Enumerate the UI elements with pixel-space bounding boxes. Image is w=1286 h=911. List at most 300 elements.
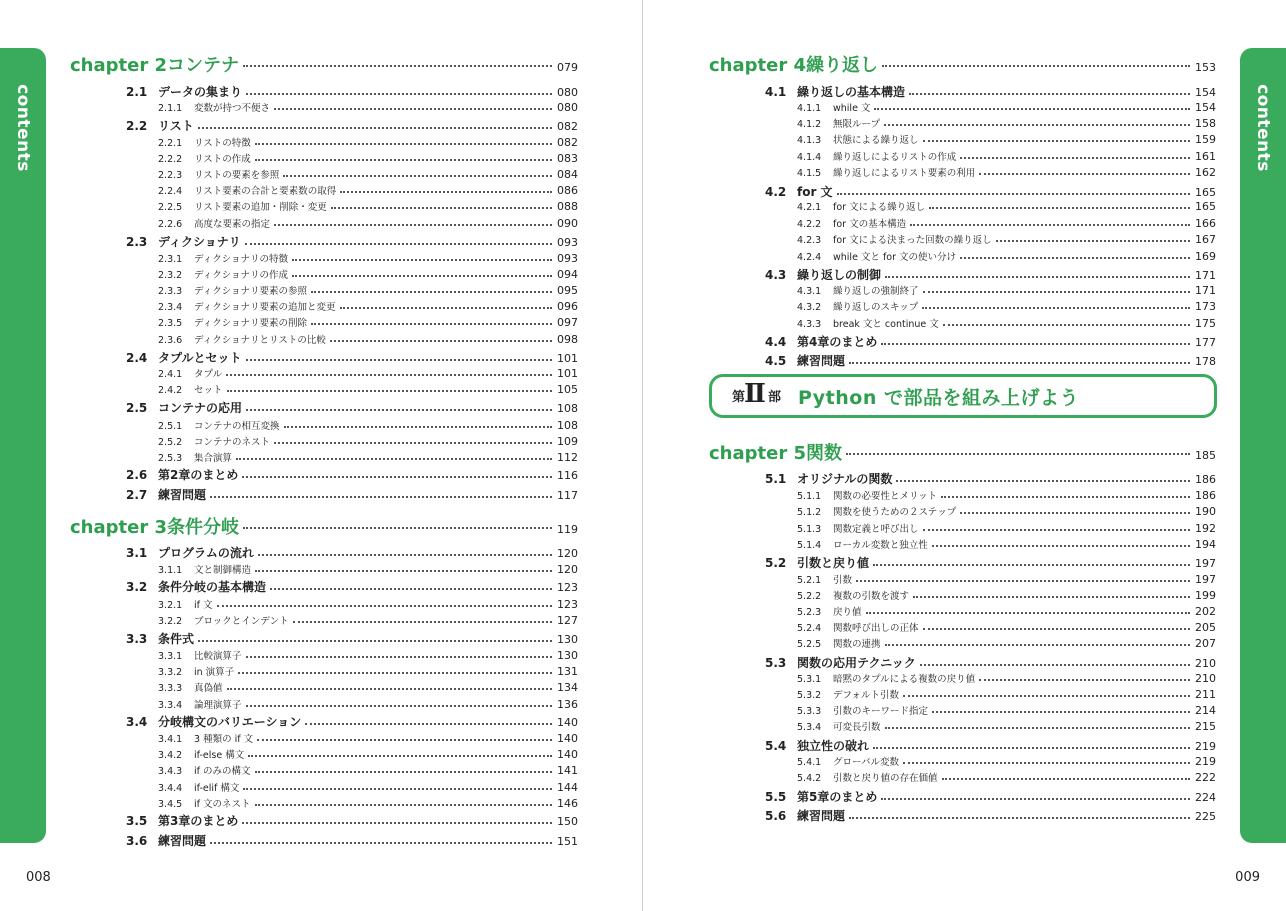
dot-leader xyxy=(255,159,552,161)
toc-entry-page: 131 xyxy=(557,665,578,678)
toc-entry-page: 166 xyxy=(1195,217,1216,230)
toc-entry-page: 082 xyxy=(557,136,578,149)
toc-entry-number: 5.4 xyxy=(765,739,787,753)
toc-entry-number: 5.2.3 xyxy=(797,607,822,618)
toc-sub-row xyxy=(158,562,578,576)
toc-entry-page: 116 xyxy=(557,469,578,482)
toc-entry-title: ディクショナリの作成 xyxy=(194,270,289,281)
toc-sub-row xyxy=(158,613,578,627)
toc-entry-number: 4.5 xyxy=(765,354,787,368)
toc-sub-row xyxy=(158,434,578,448)
contents-tab-right xyxy=(1240,48,1286,843)
toc-entry-title: 繰り返しの強制終了 xyxy=(833,286,919,297)
toc-entry-page: 108 xyxy=(557,402,578,415)
toc-entry-title: 関数定義と呼び出し xyxy=(833,524,919,535)
toc-entry-page: 173 xyxy=(1195,300,1216,313)
toc-entry-title: 関数の連携 xyxy=(833,639,881,650)
toc-entry-title: リストの作成 xyxy=(194,154,251,165)
toc-entry-title: リストの特徴 xyxy=(194,138,251,149)
contents-label: contents xyxy=(1253,84,1273,172)
toc-entry-title: 比較演算子 xyxy=(194,651,242,662)
dot-leader xyxy=(246,359,552,361)
toc-entry-title: 独立性の破れ xyxy=(797,739,870,753)
toc-entry-title: 第5章のまとめ xyxy=(797,790,878,804)
toc-entry-page: 097 xyxy=(557,316,578,329)
toc-entry-page: 130 xyxy=(557,633,578,646)
toc-entry-number: 5.2.2 xyxy=(797,591,822,602)
toc-entry-page: 123 xyxy=(557,581,578,594)
toc-entry-page: 144 xyxy=(557,781,578,794)
toc-entry-title: リストの要素を参照 xyxy=(194,170,280,181)
toc-entry-page: 161 xyxy=(1195,150,1216,163)
toc-entry-page: 211 xyxy=(1195,688,1216,701)
toc-chapter-row xyxy=(709,51,1216,77)
dot-leader xyxy=(330,340,552,342)
toc-sub-row xyxy=(158,332,578,346)
toc-entry-number: 3.4.4 xyxy=(158,783,183,794)
toc-sub-row xyxy=(797,537,1216,551)
toc-entry-title: 分岐構文のバリエーション xyxy=(158,715,302,729)
toc-entry-page: 146 xyxy=(557,797,578,810)
toc-section-row xyxy=(765,333,1216,350)
toc-sub-row xyxy=(158,251,578,265)
toc-section-row xyxy=(126,486,578,503)
toc-entry-title: ブロックとインデント xyxy=(194,616,289,627)
toc-entry-number: 2.1.1 xyxy=(158,103,183,114)
toc-entry-page: 202 xyxy=(1195,605,1216,618)
toc-entry-number: 3.3.3 xyxy=(158,683,183,694)
toc-entry-number: 2.2 xyxy=(126,119,148,133)
toc-entry-page: 117 xyxy=(557,489,578,502)
dot-leader xyxy=(238,672,552,674)
toc-entry-page: 084 xyxy=(557,168,578,181)
toc-entry-number: 2.3.5 xyxy=(158,318,183,329)
dot-leader xyxy=(236,458,552,460)
toc-entry-page: 190 xyxy=(1195,505,1216,518)
toc-entry-title: 条件分岐 xyxy=(167,517,239,538)
toc-sub-row xyxy=(797,588,1216,602)
dot-leader xyxy=(248,755,552,757)
toc-entry-title: 繰り返しの基本構造 xyxy=(797,85,906,99)
toc-entry-page: 079 xyxy=(557,61,578,74)
toc-sub-row xyxy=(797,504,1216,518)
toc-entry-page: 108 xyxy=(557,419,578,432)
page-number-left: 008 xyxy=(26,870,51,885)
toc-entry-page: 219 xyxy=(1195,740,1216,753)
toc-entry-page: 165 xyxy=(1195,186,1216,199)
toc-entry-page: 090 xyxy=(557,217,578,230)
dot-leader xyxy=(243,65,552,67)
dot-leader xyxy=(340,191,552,193)
part-title: Python で部品を組み上げよう xyxy=(798,387,1079,409)
toc-entry-number: 5.3.1 xyxy=(797,674,822,685)
toc-entry-number: 5.2.5 xyxy=(797,639,822,650)
toc-sub-row xyxy=(797,521,1216,535)
toc-entry-number: 2.6 xyxy=(126,468,148,482)
toc-entry-title: if 文 xyxy=(194,600,213,611)
toc-entry-title: 練習問題 xyxy=(797,809,846,823)
dot-leader xyxy=(217,605,552,607)
toc-entry-page: 136 xyxy=(557,698,578,711)
toc-entry-number: 4.3.1 xyxy=(797,286,822,297)
toc-sub-row xyxy=(158,697,578,711)
toc-entry-title: 引数 xyxy=(833,575,853,586)
toc-entry-title: ディクショナリ要素の追加と変更 xyxy=(194,302,336,313)
dot-leader xyxy=(873,747,1190,749)
toc-entry-title: for 文の基本構造 xyxy=(833,219,907,230)
dot-leader xyxy=(210,842,552,844)
toc-entry-number: chapter 2 xyxy=(70,55,167,76)
toc-entry-number: 3.4.2 xyxy=(158,750,183,761)
dot-leader xyxy=(941,496,1190,498)
toc-entry-number: 5.1.4 xyxy=(797,540,822,551)
toc-section-row xyxy=(765,83,1216,100)
toc-entry-title: セット xyxy=(194,385,223,396)
toc-entry-page: 210 xyxy=(1195,672,1216,685)
toc-sub-row xyxy=(797,636,1216,650)
dot-leader xyxy=(910,224,1190,226)
toc-entry-number: 3.1.1 xyxy=(158,565,183,576)
toc-entry-title: プログラムの流れ xyxy=(158,546,254,560)
toc-section-row xyxy=(126,466,578,483)
toc-entry-number: 2.4.1 xyxy=(158,369,183,380)
toc-entry-number: 3.4.5 xyxy=(158,799,183,810)
toc-entry-title: for 文 xyxy=(797,185,833,199)
toc-entry-title: 条件式 xyxy=(158,632,195,646)
toc-entry-title: while 文 xyxy=(833,103,871,114)
toc-entry-page: 158 xyxy=(1195,117,1216,130)
toc-entry-page: 159 xyxy=(1195,133,1216,146)
toc-entry-page: 140 xyxy=(557,748,578,761)
dot-leader xyxy=(198,127,552,129)
toc-entry-title: 引数と戻り値の存在価値 xyxy=(833,773,938,784)
dot-leader xyxy=(226,374,552,376)
toc-entry-number: 5.1.2 xyxy=(797,507,822,518)
dot-leader xyxy=(270,588,552,590)
dot-leader xyxy=(246,409,552,411)
toc-sub-row xyxy=(158,167,578,181)
toc-entry-title: グローバル変数 xyxy=(833,757,900,768)
dot-leader xyxy=(292,259,552,261)
toc-sub-row xyxy=(797,249,1216,263)
toc-entry-number: 3.2.1 xyxy=(158,600,183,611)
toc-section-row xyxy=(126,349,578,366)
dot-leader xyxy=(885,727,1190,729)
toc-entry-page: 101 xyxy=(557,367,578,380)
toc-entry-number: 2.2.4 xyxy=(158,186,183,197)
toc-sub-row xyxy=(797,316,1216,330)
toc-entry-number: 4.3.2 xyxy=(797,302,822,313)
toc-entry-page: 154 xyxy=(1195,101,1216,114)
dot-leader xyxy=(849,362,1190,364)
toc-entry-title: for 文による繰り返し xyxy=(833,202,926,213)
toc-sub-row xyxy=(158,450,578,464)
dot-leader xyxy=(293,621,552,623)
toc-entry-title: if-elif 構文 xyxy=(194,783,240,794)
toc-entry-number: 4.2.4 xyxy=(797,252,822,263)
toc-entry-title: 複数の引数を渡す xyxy=(833,591,910,602)
dot-leader xyxy=(283,175,552,177)
toc-entry-title: ローカル変数と独立性 xyxy=(833,540,928,551)
toc-entry-title: デフォルト引数 xyxy=(833,690,900,701)
toc-sub-row xyxy=(158,680,578,694)
toc-entry-title: 第4章のまとめ xyxy=(797,335,878,349)
toc-entry-number: chapter 5 xyxy=(709,443,806,464)
toc-sub-row xyxy=(797,620,1216,634)
toc-section-row xyxy=(765,266,1216,283)
dot-leader xyxy=(885,276,1190,278)
dot-leader xyxy=(932,545,1190,547)
toc-entry-number: 4.1.3 xyxy=(797,135,822,146)
toc-entry-page: 153 xyxy=(1195,61,1216,74)
toc-entry-number: 4.2.1 xyxy=(797,202,822,213)
toc-sub-row xyxy=(158,597,578,611)
toc-section-row xyxy=(126,713,578,730)
dot-leader xyxy=(942,778,1190,780)
toc-section-row xyxy=(126,812,578,829)
toc-entry-page: 101 xyxy=(557,352,578,365)
toc-entry-title: 第3章のまとめ xyxy=(158,814,239,828)
dot-leader xyxy=(846,453,1190,455)
toc-entry-title: 繰り返しのスキップ xyxy=(833,302,919,313)
toc-entry-number: 2.3.6 xyxy=(158,335,183,346)
toc-entry-page: 150 xyxy=(557,815,578,828)
dot-leader xyxy=(996,240,1190,242)
toc-entry-page: 178 xyxy=(1195,355,1216,368)
dot-leader xyxy=(246,656,552,658)
dot-leader xyxy=(257,739,552,741)
toc-entry-page: 185 xyxy=(1195,449,1216,462)
toc-sub-row xyxy=(158,216,578,230)
toc-entry-title: コンテナの相互変換 xyxy=(194,421,280,432)
toc-entry-title: break 文と continue 文 xyxy=(833,319,939,330)
dot-leader xyxy=(284,426,552,428)
toc-entry-number: 2.3.3 xyxy=(158,286,183,297)
toc-entry-page: 086 xyxy=(557,184,578,197)
toc-entry-page: 140 xyxy=(557,716,578,729)
toc-sub-row xyxy=(797,149,1216,163)
toc-entry-number: 5.2 xyxy=(765,556,787,570)
dot-leader xyxy=(274,108,552,110)
toc-entry-page: 171 xyxy=(1195,284,1216,297)
toc-entry-page: 210 xyxy=(1195,657,1216,670)
toc-entry-number: 2.4.2 xyxy=(158,385,183,396)
toc-entry-title: 関数 xyxy=(806,443,842,464)
toc-entry-page: 120 xyxy=(557,563,578,576)
toc-entry-page: 151 xyxy=(557,835,578,848)
toc-entry-number: chapter 3 xyxy=(70,517,167,538)
toc-entry-number: 3.4.3 xyxy=(158,766,183,777)
toc-entry-page: 177 xyxy=(1195,336,1216,349)
dot-leader xyxy=(242,476,552,478)
toc-section-row xyxy=(126,630,578,647)
toc-entry-page: 215 xyxy=(1195,720,1216,733)
toc-sub-row xyxy=(797,299,1216,313)
toc-entry-title: 練習問題 xyxy=(797,354,846,368)
toc-entry-page: 105 xyxy=(557,383,578,396)
toc-entry-title: 関数の必要性とメリット xyxy=(833,491,938,502)
toc-entry-title: 関数呼び出しの正体 xyxy=(833,623,919,634)
toc-section-row xyxy=(126,832,578,849)
toc-entry-page: 096 xyxy=(557,300,578,313)
toc-entry-number: 3.4.1 xyxy=(158,734,183,745)
toc-sub-row xyxy=(797,488,1216,502)
toc-sub-row xyxy=(158,299,578,313)
toc-entry-title: タプルとセット xyxy=(158,351,242,365)
toc-entry-page: 094 xyxy=(557,268,578,281)
toc-entry-title: 引数と戻り値 xyxy=(797,556,870,570)
toc-entry-title: データの集まり xyxy=(158,85,243,99)
toc-entry-title: if-else 構文 xyxy=(194,750,245,761)
toc-entry-page: 134 xyxy=(557,681,578,694)
toc-section-row xyxy=(765,654,1216,671)
toc-entry-title: 3 種類の if 文 xyxy=(194,734,254,745)
toc-section-row xyxy=(126,83,578,100)
toc-entry-number: 5.2.4 xyxy=(797,623,822,634)
toc-entry-page: 171 xyxy=(1195,269,1216,282)
toc-entry-page: 141 xyxy=(557,764,578,777)
part-banner xyxy=(709,374,1217,418)
toc-entry-number: 5.1.3 xyxy=(797,524,822,535)
toc-entry-title: 真偽値 xyxy=(194,683,223,694)
toc-entry-page: 175 xyxy=(1195,317,1216,330)
dot-leader xyxy=(242,822,552,824)
toc-entry-page: 205 xyxy=(1195,621,1216,634)
toc-entry-page: 169 xyxy=(1195,250,1216,263)
toc-entry-number: 3.2.2 xyxy=(158,616,183,627)
toc-entry-page: 093 xyxy=(557,236,578,249)
dot-leader xyxy=(923,628,1190,630)
toc-entry-number: 5.5 xyxy=(765,790,787,804)
toc-entry-title: 文と制御構造 xyxy=(194,565,252,576)
toc-sub-row xyxy=(158,366,578,380)
dot-leader xyxy=(227,390,552,392)
dot-leader xyxy=(884,124,1190,126)
toc-entry-title: 第2章のまとめ xyxy=(158,468,239,482)
toc-sub-row xyxy=(158,151,578,165)
dot-leader xyxy=(849,817,1190,819)
toc-entry-page: 127 xyxy=(557,614,578,627)
toc-entry-number: 4.4 xyxy=(765,335,787,349)
toc-section-row xyxy=(765,788,1216,805)
dot-leader xyxy=(255,570,552,572)
toc-entry-title: ディクショナリ要素の参照 xyxy=(194,286,308,297)
dot-leader xyxy=(903,762,1190,764)
toc-entry-number: 3.3.2 xyxy=(158,667,183,678)
toc-sub-row xyxy=(797,604,1216,618)
toc-entry-number: 2.4 xyxy=(126,351,148,365)
toc-entry-number: 2.5 xyxy=(126,401,148,415)
dot-leader xyxy=(885,644,1190,646)
dot-leader xyxy=(881,343,1190,345)
toc-entry-title: ディクショナリとリストの比較 xyxy=(194,335,326,346)
toc-entry-page: 197 xyxy=(1195,573,1216,586)
toc-entry-page: 080 xyxy=(557,86,578,99)
dot-leader xyxy=(881,798,1190,800)
toc-sub-row xyxy=(797,216,1216,230)
toc-sub-row xyxy=(158,763,578,777)
dot-leader xyxy=(210,496,552,498)
toc-entry-page: 197 xyxy=(1195,557,1216,570)
dot-leader xyxy=(856,580,1190,582)
toc-entry-number: 2.5.2 xyxy=(158,437,183,448)
toc-entry-page: 225 xyxy=(1195,810,1216,823)
toc-sub-row xyxy=(797,199,1216,213)
dot-leader xyxy=(923,291,1190,293)
dot-leader xyxy=(943,324,1190,326)
toc-entry-title: リスト xyxy=(158,119,194,133)
dot-leader xyxy=(866,612,1190,614)
toc-entry-number: 2.2.1 xyxy=(158,138,183,149)
toc-sub-row xyxy=(797,770,1216,784)
toc-entry-title: 引数のキーワード指定 xyxy=(833,706,929,717)
toc-section-row xyxy=(765,470,1216,487)
toc-entry-title: 関数を使うための２ステップ xyxy=(833,507,957,518)
dot-leader xyxy=(274,442,552,444)
toc-entry-page: 167 xyxy=(1195,233,1216,246)
toc-entry-title: コンテナのネスト xyxy=(194,437,271,448)
toc-entry-title: タプル xyxy=(194,369,223,380)
toc-entry-title: in 演算子 xyxy=(194,667,235,678)
toc-sub-row xyxy=(158,267,578,281)
toc-entry-title: 繰り返しの制御 xyxy=(797,268,882,282)
toc-sub-row xyxy=(158,100,578,114)
toc-entry-title: 変数が持つ不便さ xyxy=(194,103,271,114)
toc-sub-row xyxy=(797,165,1216,179)
toc-entry-title: リスト要素の追加・削除・変更 xyxy=(194,202,327,213)
toc-entry-title: 練習問題 xyxy=(158,834,207,848)
toc-entry-title: コンテナの応用 xyxy=(158,401,243,415)
dot-leader xyxy=(837,193,1190,195)
toc-sub-row xyxy=(158,731,578,745)
toc-entry-page: 192 xyxy=(1195,522,1216,535)
toc-entry-page: 080 xyxy=(557,101,578,114)
toc-entry-number: 5.6 xyxy=(765,809,787,823)
dot-leader xyxy=(255,143,552,145)
toc-section-row xyxy=(126,578,578,595)
toc-entry-title: 状態による繰り返し xyxy=(833,135,919,146)
toc-entry-page: 224 xyxy=(1195,791,1216,804)
dot-leader xyxy=(896,480,1190,482)
toc-entry-number: 5.4.2 xyxy=(797,773,822,784)
toc-entry-number: 2.1 xyxy=(126,85,148,99)
toc-chapter-row xyxy=(709,439,1216,465)
toc-entry-page: 222 xyxy=(1195,771,1216,784)
dot-leader xyxy=(292,275,552,277)
toc-entry-number: 5.1.1 xyxy=(797,491,822,502)
dot-leader xyxy=(903,695,1190,697)
toc-entry-number: 5.3.4 xyxy=(797,722,822,733)
toc-entry-title: 繰り返しによるリスト要素の利用 xyxy=(833,168,976,179)
toc-section-row xyxy=(126,544,578,561)
toc-entry-number: chapter 4 xyxy=(709,55,806,76)
toc-entry-number: 2.2.6 xyxy=(158,219,183,230)
dot-leader xyxy=(246,705,552,707)
toc-sub-row xyxy=(158,664,578,678)
toc-section-row xyxy=(765,737,1216,754)
part-roman-numeral: Ⅱ xyxy=(744,379,766,409)
dot-leader xyxy=(305,723,552,725)
toc-entry-number: 5.1 xyxy=(765,472,787,486)
right-page xyxy=(643,0,1286,911)
toc-entry-number: 2.3 xyxy=(126,235,148,249)
toc-sub-row xyxy=(158,796,578,810)
dot-leader xyxy=(255,804,552,806)
toc-entry-number: 2.3.4 xyxy=(158,302,183,313)
dot-leader xyxy=(960,257,1190,259)
toc-entry-number: 3.5 xyxy=(126,814,148,828)
toc-entry-page: 083 xyxy=(557,152,578,165)
